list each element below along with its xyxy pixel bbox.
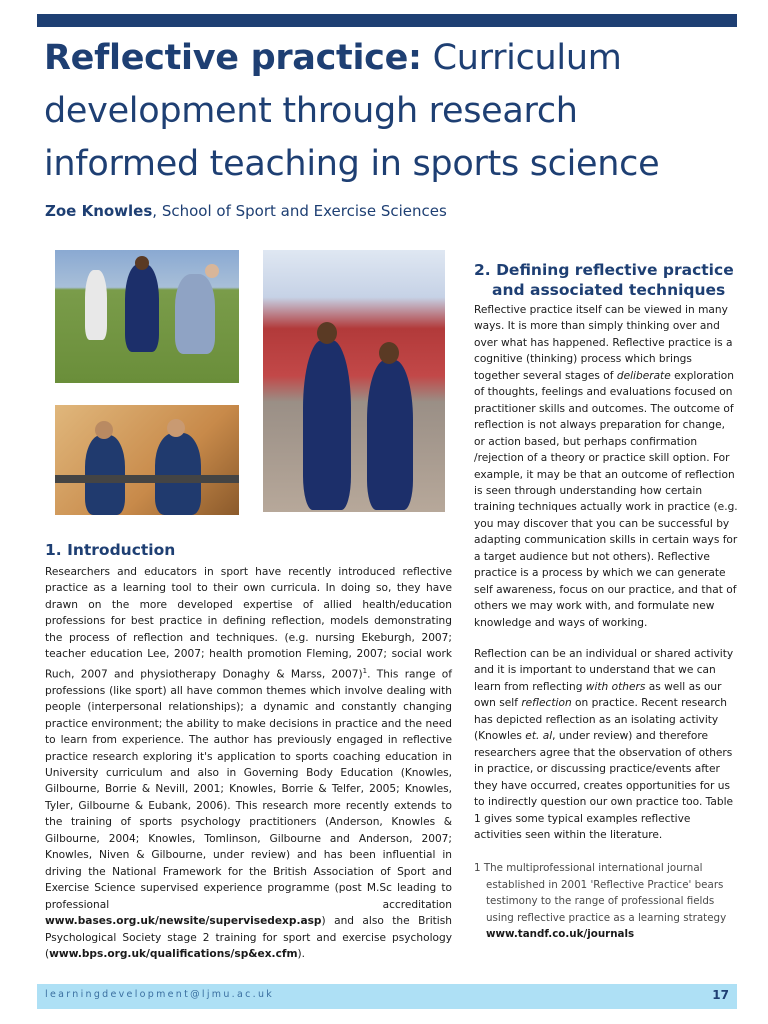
bases-link[interactable]: www.bases.org.uk/newsite/supervisedexp.asp	[45, 915, 322, 928]
footnote-text: established in 2001 'Reflective Practice' bears testimony to the range of professional fields using reflective practice as a learning strategy	[486, 878, 727, 924]
heading-line-1: 2. Defining reflective practice	[474, 261, 734, 279]
footnote	[474, 860, 739, 943]
intro-text-part2: . This range of professions (like sport) all have common themes which involve dealing with people (interpersonal relationships); a dynamic and constantly changing practice environment; the ability to make decisions in practice and the need to learn from experience. The author has previously engaged in reflective practice research exploring it's application to sports coaching education in University curriculum and also in Governing Body Education (Knowles, Gilbourne, Borrie & Nevill, 2001; Knowles, Borrie & Telfer, 2005; Knowles, Tyler, Gilbourne & Eubank, 2006). This research more recently extends to the training of sports psychology practitioners (Anderson, Knowles & Gilbourne, 2004; Knowles, Tomlinson, Gilbourne and Anderson, 2007; Knowles, Niven & Gilbourne, under review) and has been influential in driving the National Framework for the British Association of Sport and Exercise Science supervised experience programme (post M.Sc leading to professional accreditation	[45, 668, 452, 911]
article-title	[44, 32, 734, 191]
introduction-paragraph	[45, 564, 452, 962]
photo-athletes-stadium	[263, 250, 445, 512]
para1-part-a: Reflective practice itself can be viewed in many ways. It is more than simply thinking over and over what has happened. Reflective practice is a cognitive (thinking) process which brings together several stages of	[474, 304, 733, 382]
para1-part-b: exploration of thoughts, feelings and evaluations focused on practitioner skills and outcomes. The outcome of reflection is not always preparation for change, or action based, but perhaps confirmation /rejection of a theory or practice skill option. For example, it may be that an outcome of reflection is seen through understanding how certain training techniques actually work in practice (e.g. you may discover that you can be successful by adapting communication skills in certain ways for a target audience but not others). Reflective practice is a process by which we can generate self awareness, focus on our practice, and that of others we may work with, and formulate new knowledge and ways of working.	[474, 369, 738, 629]
para2-part-a: Reflection can be an individual or shared activity and it is important to understand that we can learn from reflecting	[474, 648, 734, 693]
heading-line-2: and associated techniques	[492, 281, 726, 299]
bps-link[interactable]: www.bps.org.uk/qualifications/sp&ex.cfm	[49, 947, 298, 960]
section-heading-defining	[474, 260, 754, 300]
title-bold: Reflective practice:	[44, 38, 422, 78]
footnote-mark: 1	[474, 862, 481, 874]
author-affiliation: , School of Sport and Exercise Sciences	[152, 202, 447, 220]
title-rest: Curriculum development through research informed teaching in sports science	[44, 38, 660, 184]
intro-text-part1: Researchers and educators in sport have recently introduced reflective practice as a learning tool to their own curricula. In doing so, they have drawn on the more developed expertise of allied health/education professions for best practice in defining reflection, models demonstrating the process of reflection and techniques. (e.g. nursing Ekeburgh, 2007; teacher education Lee, 2007; health promotion Fleming, 2007; social work Ruch, 2007 and physiotherapy Donaghy & Marss, 2007)	[45, 566, 452, 681]
photo-football-match	[55, 250, 239, 383]
photo-treadmill-lab	[55, 405, 239, 515]
author-name: Zoe Knowles	[45, 202, 153, 220]
section-heading-introduction: 1. Introduction	[45, 541, 176, 559]
footnote-ref: 1	[362, 666, 368, 675]
header-bar	[37, 14, 737, 27]
intro-text-part3: ) and also the British Psychological Society stage 2 training for sport and exercise psychology (	[45, 915, 452, 960]
defining-paragraph-2	[474, 646, 739, 843]
defining-paragraph-1	[474, 302, 739, 631]
footer-bar	[37, 984, 737, 1009]
para1-italic: deliberate	[616, 369, 671, 382]
para2-part-d: , under review) and therefore researchers agree that the observation of others in practice, or discussing practice/events after they have occurred, creates opportunities for us to indirectly question our own practice too. Table 1 gives some typical examples reflective activities seen within the literature.	[474, 730, 734, 841]
footnote-url[interactable]: www.tandf.co.uk/journals	[486, 928, 635, 940]
intro-text-part4: ).	[297, 947, 306, 960]
para2-italic-1: with others	[585, 680, 646, 693]
para2-italic-3: et. al	[525, 730, 553, 743]
para2-part-b: as well as our own self	[474, 680, 722, 710]
page-number: 17	[712, 988, 729, 1002]
byline	[45, 202, 447, 220]
footer-email[interactable]: learningdevelopment@ljmu.ac.uk	[45, 989, 275, 1000]
para2-part-c: on practice. Recent research has depicted reflection as an isolating activity (Knowles	[474, 697, 727, 743]
footnote-line1: The multiprofessional international journal	[480, 862, 703, 874]
para2-italic-2: reflection	[521, 697, 572, 710]
